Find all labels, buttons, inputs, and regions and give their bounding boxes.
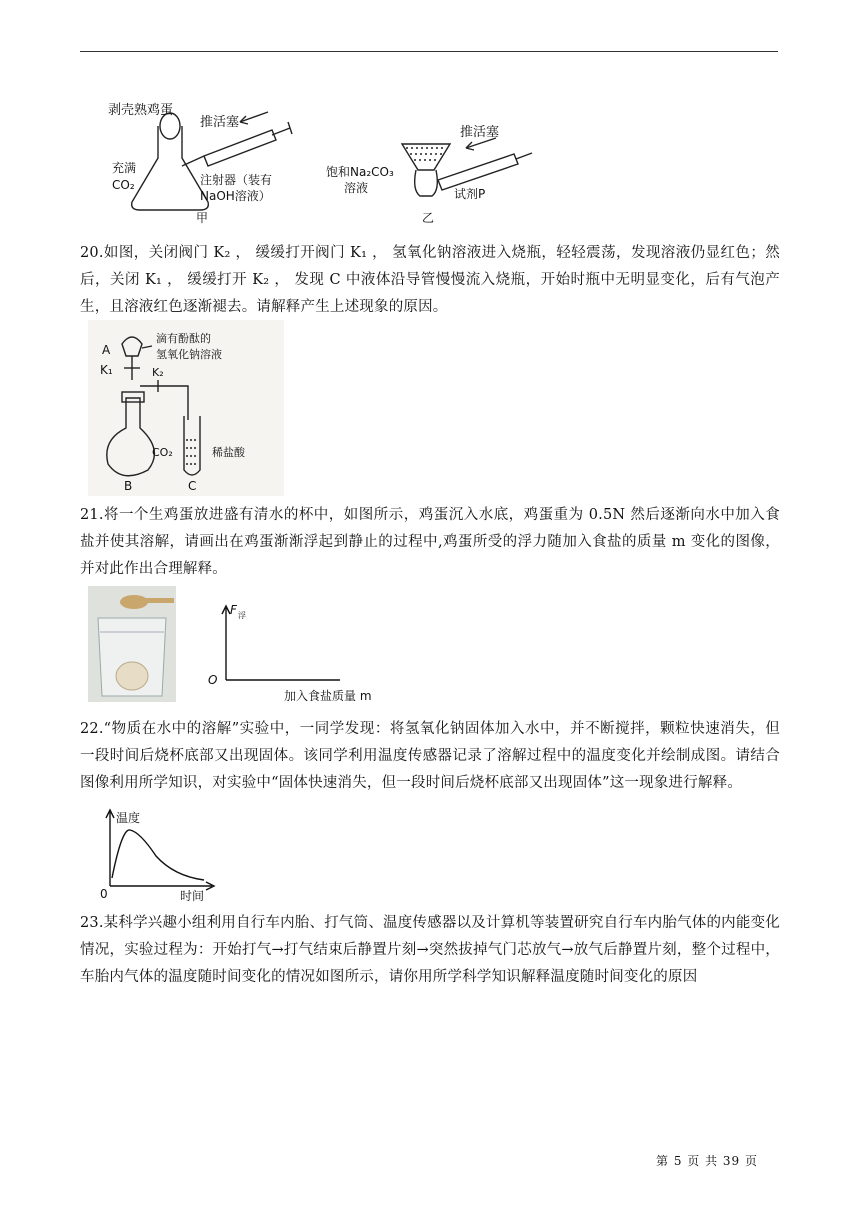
filled-label-2: CO₂ [112,178,135,192]
label-acid: 稀盐酸 [212,446,245,459]
question-23-text: 23.某科学兴趣小组利用自行车内胎、打气筒、温度传感器以及计算机等装置研究自行车内胎气体的内能变化情况，实验过程为：开始打气→打气结束后静置片刻→突然拔掉气门芯放气→放气后静置片刻，整个过程中，车胎内气体的温度随时间变化的情况如图所示，请你用所学科学知识解释温度随时间变化的原因 [80,915,780,985]
reagent-label: 试剂P [454,187,486,201]
filled-label-1: 充满 [112,161,137,175]
caption-jia: 甲 [196,211,209,225]
origin-label: O [208,673,218,687]
figure-jia-yi [100,100,540,228]
origin-label: 0 [100,887,108,901]
solution-label-2: 溶液 [344,181,369,195]
temperature-curve [112,830,204,880]
label-k2: K₂ [152,366,164,379]
flask-jia [132,113,209,210]
question-20-text: 20.如图，关闭阀门 K₂ ， 缓缓打开阀门 K₁ ， 氢氧化钠溶液进入烧瓶，轻轻震荡，发现溶液仍显红色；然后，关闭 K₁ ， 缓缓打开 K₂ ， 发现 C 中液体沿导管慢慢流入烧瓶，开始时瓶中无明显变化，后有气泡产生，且溶液红色逐渐褪去。请解释产生上述现象的原因。 [80,245,780,315]
syringe-label-2: NaOH溶液） [200,189,271,203]
caption-yi: 乙 [422,211,435,225]
label-solution-2: 氢氧化钠溶液 [156,348,222,361]
plunger-label-jia: 推活塞 [200,115,240,130]
label-c: C [188,479,197,493]
x-axis-label: 时间 [180,889,205,902]
x-axis-label: 加入食盐质量 m [284,689,372,703]
funnel-yi [402,144,450,196]
y-axis-subscript: 浮 [238,611,246,620]
label-solution-1: 滴有酚酞的 [156,332,211,345]
page-footer: 第 5 页 共 39 页 [656,1154,758,1168]
question-22-text: 22.“物质在水中的溶解”实验中，一同学发现：将氢氧化钠固体加入水中，并不断搅拌，颗粒快速消失，但一段时间后烧杯底部又出现固体。该同学利用温度传感器记录了溶解过程中的温度变化并绘制成图。请结合图像利用所学知识，对实验中“固体快速消失，但一段时间后烧杯底部又出现固体”这一现象进行解释。 [80,721,780,791]
egg-cup-photo [88,586,176,702]
buoyancy-graph [200,598,400,708]
syringe-yi [438,138,532,190]
solution-label-1: 饱和Na₂CO₃ [326,165,394,179]
label-a: A [102,343,111,357]
label-co2: CO₂ [152,446,173,459]
label-b: B [124,479,133,493]
figure-q20-apparatus [88,320,284,496]
y-axis-label: 温度 [116,811,141,825]
y-axis-label: F [230,603,237,617]
question-21-text: 21.将一个生鸡蛋放进盛有清水的杯中，如图所示，鸡蛋沉入水底，鸡蛋重为 0.5N 然后逐渐向水中加入食盐并使其溶解，请画出在鸡蛋渐渐浮起到静止的过程中,鸡蛋所受的浮力随加入食盐的质量 m 变化的图像，并对此作出合理解释。 [80,507,780,577]
label-k1: K₁ [100,363,113,377]
egg-label: 剥壳熟鸡蛋 [108,103,174,118]
header-rule [80,51,778,52]
syringe-label-1: 注射器（装有 [200,173,273,187]
temperature-graph [94,806,222,902]
plunger-label-yi: 推活塞 [460,125,500,140]
